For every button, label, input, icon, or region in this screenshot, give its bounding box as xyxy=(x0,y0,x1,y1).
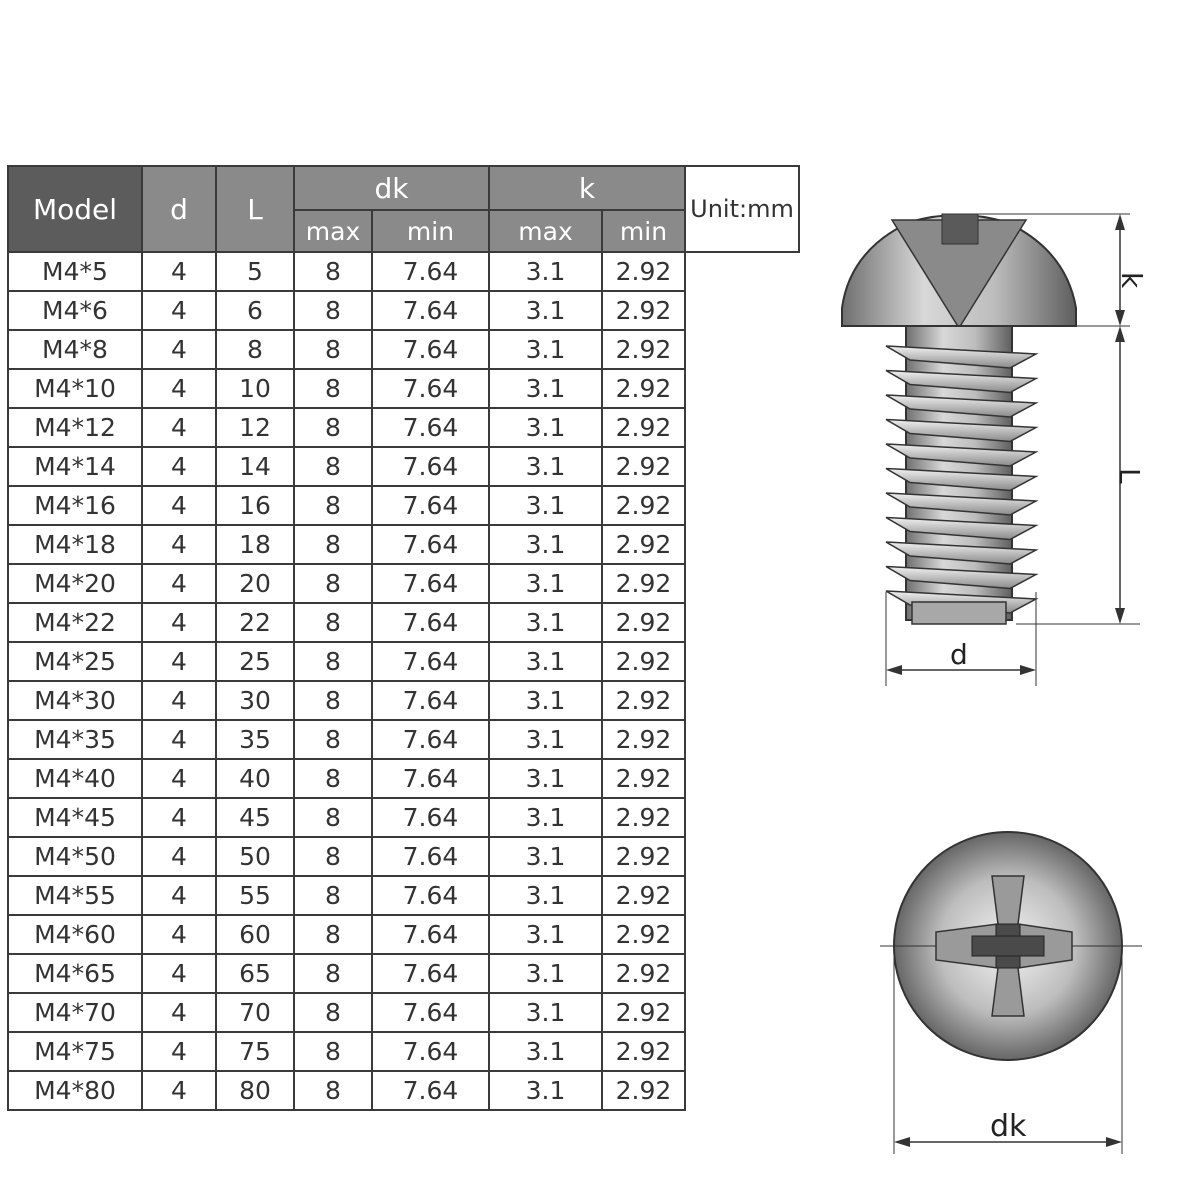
table-row xyxy=(8,408,799,447)
cell-d: 4 xyxy=(142,681,216,720)
cell-dk-max: 8 xyxy=(294,525,372,564)
cell-k-min: 2.92 xyxy=(602,564,685,603)
table-row xyxy=(8,525,799,564)
cell-k-max: 3.1 xyxy=(489,837,602,876)
cell-L: 18 xyxy=(216,525,294,564)
cell-dk-min: 7.64 xyxy=(372,681,489,720)
cell-k-min: 2.92 xyxy=(602,837,685,876)
cell-dk-max: 8 xyxy=(294,1032,372,1071)
cell-dk-min: 7.64 xyxy=(372,525,489,564)
header-k-max: max xyxy=(489,210,602,252)
cell-k-max: 3.1 xyxy=(489,954,602,993)
cell-d: 4 xyxy=(142,330,216,369)
table-row xyxy=(8,1071,799,1110)
cell-dk-min: 7.64 xyxy=(372,642,489,681)
cell-k-min: 2.92 xyxy=(602,291,685,330)
cell-k-min: 2.92 xyxy=(602,1071,685,1110)
cell-d: 4 xyxy=(142,291,216,330)
cell-k-min: 2.92 xyxy=(602,759,685,798)
table-row xyxy=(8,993,799,1032)
cell-dk-min: 7.64 xyxy=(372,915,489,954)
table-row xyxy=(8,915,799,954)
cell-L: 30 xyxy=(216,681,294,720)
cell-dk-min: 7.64 xyxy=(372,759,489,798)
cell-d: 4 xyxy=(142,486,216,525)
cell-model: M4*12 xyxy=(8,408,142,447)
cell-dk-max: 8 xyxy=(294,369,372,408)
cell-dk-min: 7.64 xyxy=(372,486,489,525)
cell-dk-max: 8 xyxy=(294,291,372,330)
cell-k-max: 3.1 xyxy=(489,1071,602,1110)
cell-L: 12 xyxy=(216,408,294,447)
cell-dk-max: 8 xyxy=(294,837,372,876)
cell-dk-max: 8 xyxy=(294,486,372,525)
cell-model: M4*8 xyxy=(8,330,142,369)
header-dk-min: min xyxy=(372,210,489,252)
cell-d: 4 xyxy=(142,993,216,1032)
cell-model: M4*16 xyxy=(8,486,142,525)
cell-L: 25 xyxy=(216,642,294,681)
spec-table-body xyxy=(8,252,799,1110)
cell-d: 4 xyxy=(142,369,216,408)
cell-k-min: 2.92 xyxy=(602,954,685,993)
cell-k-max: 3.1 xyxy=(489,876,602,915)
cell-dk-min: 7.64 xyxy=(372,564,489,603)
cell-model: M4*80 xyxy=(8,1071,142,1110)
table-row xyxy=(8,1032,799,1071)
header-k-min: min xyxy=(602,210,685,252)
cell-d: 4 xyxy=(142,252,216,291)
cell-d: 4 xyxy=(142,759,216,798)
cell-L: 10 xyxy=(216,369,294,408)
cell-model: M4*25 xyxy=(8,642,142,681)
cell-dk-min: 7.64 xyxy=(372,330,489,369)
unit-label: Unit:mm xyxy=(685,166,799,252)
table-row xyxy=(8,252,799,291)
cell-k-min: 2.92 xyxy=(602,642,685,681)
cell-d: 4 xyxy=(142,447,216,486)
cell-dk-min: 7.64 xyxy=(372,603,489,642)
cell-k-max: 3.1 xyxy=(489,369,602,408)
cell-dk-min: 7.64 xyxy=(372,252,489,291)
cell-d: 4 xyxy=(142,564,216,603)
cell-model: M4*40 xyxy=(8,759,142,798)
table-row xyxy=(8,291,799,330)
cell-k-max: 3.1 xyxy=(489,291,602,330)
cell-model: M4*6 xyxy=(8,291,142,330)
spec-table xyxy=(7,165,800,1111)
table-row xyxy=(8,603,799,642)
cell-L: 35 xyxy=(216,720,294,759)
cell-dk-min: 7.64 xyxy=(372,1032,489,1071)
cell-k-max: 3.1 xyxy=(489,993,602,1032)
header-dk: dk xyxy=(294,166,489,210)
cell-model: M4*70 xyxy=(8,993,142,1032)
cell-k-min: 2.92 xyxy=(602,369,685,408)
cell-k-min: 2.92 xyxy=(602,876,685,915)
cell-dk-min: 7.64 xyxy=(372,954,489,993)
cell-L: 8 xyxy=(216,330,294,369)
cell-L: 6 xyxy=(216,291,294,330)
cell-model: M4*20 xyxy=(8,564,142,603)
cell-model: M4*75 xyxy=(8,1032,142,1071)
cell-k-min: 2.92 xyxy=(602,486,685,525)
cell-d: 4 xyxy=(142,954,216,993)
table-row xyxy=(8,720,799,759)
cell-model: M4*35 xyxy=(8,720,142,759)
cell-k-max: 3.1 xyxy=(489,720,602,759)
cell-d: 4 xyxy=(142,915,216,954)
cell-k-max: 3.1 xyxy=(489,759,602,798)
header-k: k xyxy=(489,166,685,210)
dim-label-d: d xyxy=(950,638,968,671)
cell-dk-max: 8 xyxy=(294,915,372,954)
cell-k-min: 2.92 xyxy=(602,525,685,564)
cell-k-max: 3.1 xyxy=(489,642,602,681)
cell-L: 14 xyxy=(216,447,294,486)
cell-k-min: 2.92 xyxy=(602,447,685,486)
cell-dk-max: 8 xyxy=(294,954,372,993)
header-model: Model xyxy=(8,166,142,252)
table-row xyxy=(8,447,799,486)
cell-k-min: 2.92 xyxy=(602,408,685,447)
cell-d: 4 xyxy=(142,1032,216,1071)
cell-k-min: 2.92 xyxy=(602,720,685,759)
table-row xyxy=(8,681,799,720)
cell-k-max: 3.1 xyxy=(489,252,602,291)
table-row xyxy=(8,798,799,837)
cell-k-max: 3.1 xyxy=(489,486,602,525)
cell-k-max: 3.1 xyxy=(489,1032,602,1071)
dim-label-k: k xyxy=(1115,272,1148,289)
dim-label-dk: dk xyxy=(990,1109,1027,1144)
cell-dk-max: 8 xyxy=(294,642,372,681)
cell-k-min: 2.92 xyxy=(602,993,685,1032)
cell-k-min: 2.92 xyxy=(602,330,685,369)
cell-k-max: 3.1 xyxy=(489,564,602,603)
cell-k-min: 2.92 xyxy=(602,252,685,291)
cell-dk-min: 7.64 xyxy=(372,876,489,915)
cell-k-min: 2.92 xyxy=(602,798,685,837)
cell-dk-min: 7.64 xyxy=(372,837,489,876)
cell-dk-max: 8 xyxy=(294,993,372,1032)
header-L: L xyxy=(216,166,294,252)
cell-k-min: 2.92 xyxy=(602,681,685,720)
cell-dk-max: 8 xyxy=(294,447,372,486)
cell-dk-min: 7.64 xyxy=(372,291,489,330)
cell-dk-min: 7.64 xyxy=(372,1071,489,1110)
cell-k-max: 3.1 xyxy=(489,408,602,447)
cell-model: M4*55 xyxy=(8,876,142,915)
cell-dk-max: 8 xyxy=(294,681,372,720)
cell-k-min: 2.92 xyxy=(602,603,685,642)
cell-model: M4*45 xyxy=(8,798,142,837)
cell-model: M4*5 xyxy=(8,252,142,291)
cell-k-max: 3.1 xyxy=(489,525,602,564)
cell-L: 70 xyxy=(216,993,294,1032)
cell-k-max: 3.1 xyxy=(489,915,602,954)
cell-k-min: 2.92 xyxy=(602,1032,685,1071)
cell-d: 4 xyxy=(142,876,216,915)
cell-d: 4 xyxy=(142,642,216,681)
cell-L: 75 xyxy=(216,1032,294,1071)
cell-L: 50 xyxy=(216,837,294,876)
header-d: d xyxy=(142,166,216,252)
cell-d: 4 xyxy=(142,525,216,564)
cell-L: 60 xyxy=(216,915,294,954)
cell-model: M4*22 xyxy=(8,603,142,642)
cell-d: 4 xyxy=(142,603,216,642)
table-row xyxy=(8,330,799,369)
cell-k-max: 3.1 xyxy=(489,798,602,837)
cell-L: 80 xyxy=(216,1071,294,1110)
cell-d: 4 xyxy=(142,837,216,876)
cell-L: 5 xyxy=(216,252,294,291)
header-dk-max: max xyxy=(294,210,372,252)
table-row xyxy=(8,954,799,993)
cell-model: M4*18 xyxy=(8,525,142,564)
table-row xyxy=(8,837,799,876)
cell-d: 4 xyxy=(142,798,216,837)
cell-L: 20 xyxy=(216,564,294,603)
cell-dk-min: 7.64 xyxy=(372,798,489,837)
cell-model: M4*60 xyxy=(8,915,142,954)
cell-dk-min: 7.64 xyxy=(372,720,489,759)
cell-k-max: 3.1 xyxy=(489,447,602,486)
cell-dk-min: 7.64 xyxy=(372,408,489,447)
table-row xyxy=(8,564,799,603)
table-row xyxy=(8,369,799,408)
cell-dk-max: 8 xyxy=(294,408,372,447)
cell-L: 55 xyxy=(216,876,294,915)
cell-dk-max: 8 xyxy=(294,720,372,759)
cell-dk-min: 7.64 xyxy=(372,369,489,408)
cell-dk-max: 8 xyxy=(294,330,372,369)
cell-L: 16 xyxy=(216,486,294,525)
cell-k-max: 3.1 xyxy=(489,681,602,720)
cell-dk-max: 8 xyxy=(294,1071,372,1110)
cell-dk-max: 8 xyxy=(294,798,372,837)
table-row xyxy=(8,486,799,525)
cell-L: 45 xyxy=(216,798,294,837)
screw-side-view xyxy=(830,200,1160,700)
table-row xyxy=(8,759,799,798)
screw-top-view xyxy=(880,820,1160,1160)
cell-dk-max: 8 xyxy=(294,759,372,798)
cell-d: 4 xyxy=(142,720,216,759)
cell-model: M4*10 xyxy=(8,369,142,408)
cell-model: M4*50 xyxy=(8,837,142,876)
table-row xyxy=(8,642,799,681)
cell-k-max: 3.1 xyxy=(489,603,602,642)
cell-L: 65 xyxy=(216,954,294,993)
cell-model: M4*65 xyxy=(8,954,142,993)
cell-d: 4 xyxy=(142,1071,216,1110)
cell-dk-max: 8 xyxy=(294,564,372,603)
cell-L: 40 xyxy=(216,759,294,798)
cell-L: 22 xyxy=(216,603,294,642)
dim-label-L: L xyxy=(1113,468,1146,484)
cell-dk-max: 8 xyxy=(294,876,372,915)
cell-dk-min: 7.64 xyxy=(372,447,489,486)
cell-model: M4*30 xyxy=(8,681,142,720)
cell-d: 4 xyxy=(142,408,216,447)
cell-k-min: 2.92 xyxy=(602,915,685,954)
table-row xyxy=(8,876,799,915)
cell-k-max: 3.1 xyxy=(489,330,602,369)
cell-dk-max: 8 xyxy=(294,252,372,291)
cell-dk-max: 8 xyxy=(294,603,372,642)
cell-model: M4*14 xyxy=(8,447,142,486)
cell-dk-min: 7.64 xyxy=(372,993,489,1032)
